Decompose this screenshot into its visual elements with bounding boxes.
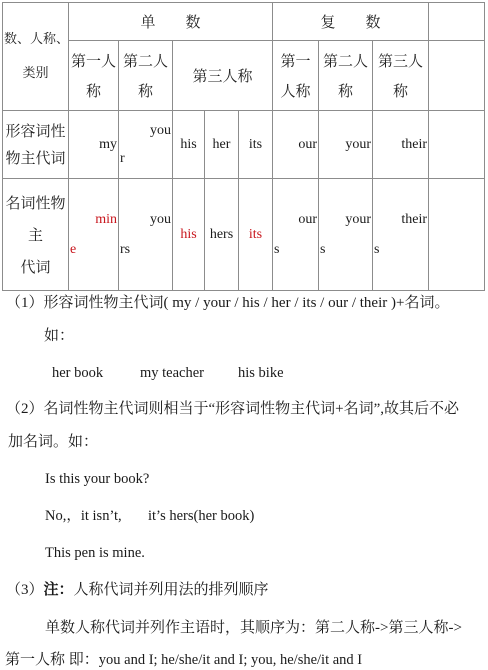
row-label-line: 代词 <box>20 257 51 276</box>
table-header-row-number <box>3 3 485 41</box>
header-plural-second-person <box>319 41 373 111</box>
cell-its: its <box>239 111 273 179</box>
word-part: r <box>120 150 125 166</box>
empty-cell <box>429 111 485 179</box>
word-part: s <box>274 241 280 257</box>
header-singular-second-person <box>119 41 173 111</box>
word-part: your <box>345 211 372 227</box>
word-part: you <box>150 211 171 227</box>
word-part: s <box>374 241 380 257</box>
header-line: 第三人 <box>378 51 424 70</box>
word-part: e <box>70 241 77 257</box>
plural-header: 复 数 <box>273 3 429 41</box>
header-line: 称 <box>393 81 409 100</box>
cell-theirs <box>373 179 429 291</box>
row-label-line: 主 <box>27 225 43 244</box>
table-row-noun-possessive <box>3 179 485 291</box>
rule-2-example-question: Is this your book? <box>45 471 150 487</box>
cell-hers: hers <box>205 179 239 291</box>
row-label-noun-possessive <box>3 179 69 291</box>
header-line: 第二人 <box>122 51 168 70</box>
cell-their: their <box>373 111 429 179</box>
rule-1-example-intro: 如： <box>44 328 75 344</box>
header-singular-first-person <box>69 41 119 111</box>
table-row-adjective-possessive <box>3 111 485 179</box>
row-label-adjective-possessive <box>3 111 69 179</box>
rule-1-text: 形容词性物主代词( my / your / his / her / its / our / their )+名词。 <box>43 295 450 311</box>
header-line: 第一 <box>280 51 311 70</box>
rule-3-line-2-chinese: 第一人称 即： <box>5 652 99 668</box>
cell-its-noun: its <box>239 179 273 291</box>
cell-my: my <box>69 111 119 179</box>
rule-2-line-2: 加名词。如： <box>8 434 99 450</box>
rule-2-example-answer-continued: it’s hers(her book) <box>148 508 255 524</box>
rule-2-example-statement: This pen is mine. <box>45 545 145 561</box>
rule-3-title: 人称代词并列用法的排列顺序 <box>73 582 269 598</box>
word-part: our <box>298 211 318 227</box>
rule-1-number: （1） <box>6 295 44 311</box>
rule-2-example-answer: No,，it isn’t, <box>45 508 122 524</box>
header-line: 称 <box>85 81 101 100</box>
possessive-pronoun-table <box>2 2 485 291</box>
word-part: their <box>401 211 428 227</box>
rule-2-line-1 <box>6 399 459 419</box>
rule-1-line <box>6 293 449 313</box>
table-header-row-person <box>3 41 485 111</box>
rule-3-note-label: 注： <box>43 582 74 598</box>
rule-3-line-2 <box>5 651 362 669</box>
rule-1-example: my teacher <box>140 365 205 381</box>
cell-her: her <box>205 111 239 179</box>
header-line: 第二人 <box>323 51 369 70</box>
corner-header-cell <box>3 3 69 111</box>
cell-ours <box>273 179 319 291</box>
word-part: you <box>150 122 171 138</box>
cell-yours-singular <box>119 179 173 291</box>
cell-your-singular <box>119 111 173 179</box>
empty-cell <box>429 41 485 111</box>
row-label-line: 形容词性 <box>5 121 66 140</box>
rule-1-example: her book <box>52 365 104 381</box>
header-line: 人称 <box>280 81 311 100</box>
row-label-line: 名词性物 <box>5 193 66 212</box>
rule-3-line-1: 单数人称代词并列作主语时，其顺序为：第二人称->第三人称-> <box>45 620 462 636</box>
header-line: 第一人 <box>70 51 116 70</box>
cell-your-plural: your <box>319 111 373 179</box>
rule-3-heading <box>6 580 269 600</box>
cell-his-noun: his <box>173 179 205 291</box>
header-plural-third-person <box>373 41 429 111</box>
rule-2-text: 名词性物主代词则相当于“形容词性物主代词+名词”,故其后不必 <box>43 401 460 417</box>
cell-mine <box>69 179 119 291</box>
cell-our: our <box>273 111 319 179</box>
rule-2-number: （2） <box>6 401 44 417</box>
empty-cell <box>429 179 485 291</box>
word-part: rs <box>120 241 131 257</box>
cell-his: his <box>173 111 205 179</box>
empty-cell <box>429 3 485 41</box>
header-plural-first-person <box>273 41 319 111</box>
header-line: 称 <box>137 81 153 100</box>
header-singular-third-person: 第三人称 <box>173 41 273 111</box>
corner-header-line: 数、人称、 <box>4 31 70 47</box>
word-part: s <box>320 241 326 257</box>
header-line: 称 <box>338 81 354 100</box>
rule-1-example: his bike <box>238 365 284 381</box>
rule-3-number: （3） <box>6 582 44 598</box>
corner-header-line: 类别 <box>22 65 49 81</box>
rule-3-line-2-english: you and I; he/she/it and I; you, he/she/it and I <box>98 652 363 668</box>
cell-yours-plural <box>319 179 373 291</box>
row-label-line: 物主代词 <box>5 148 66 167</box>
singular-header: 单 数 <box>69 3 273 41</box>
word-part: min <box>95 211 117 227</box>
